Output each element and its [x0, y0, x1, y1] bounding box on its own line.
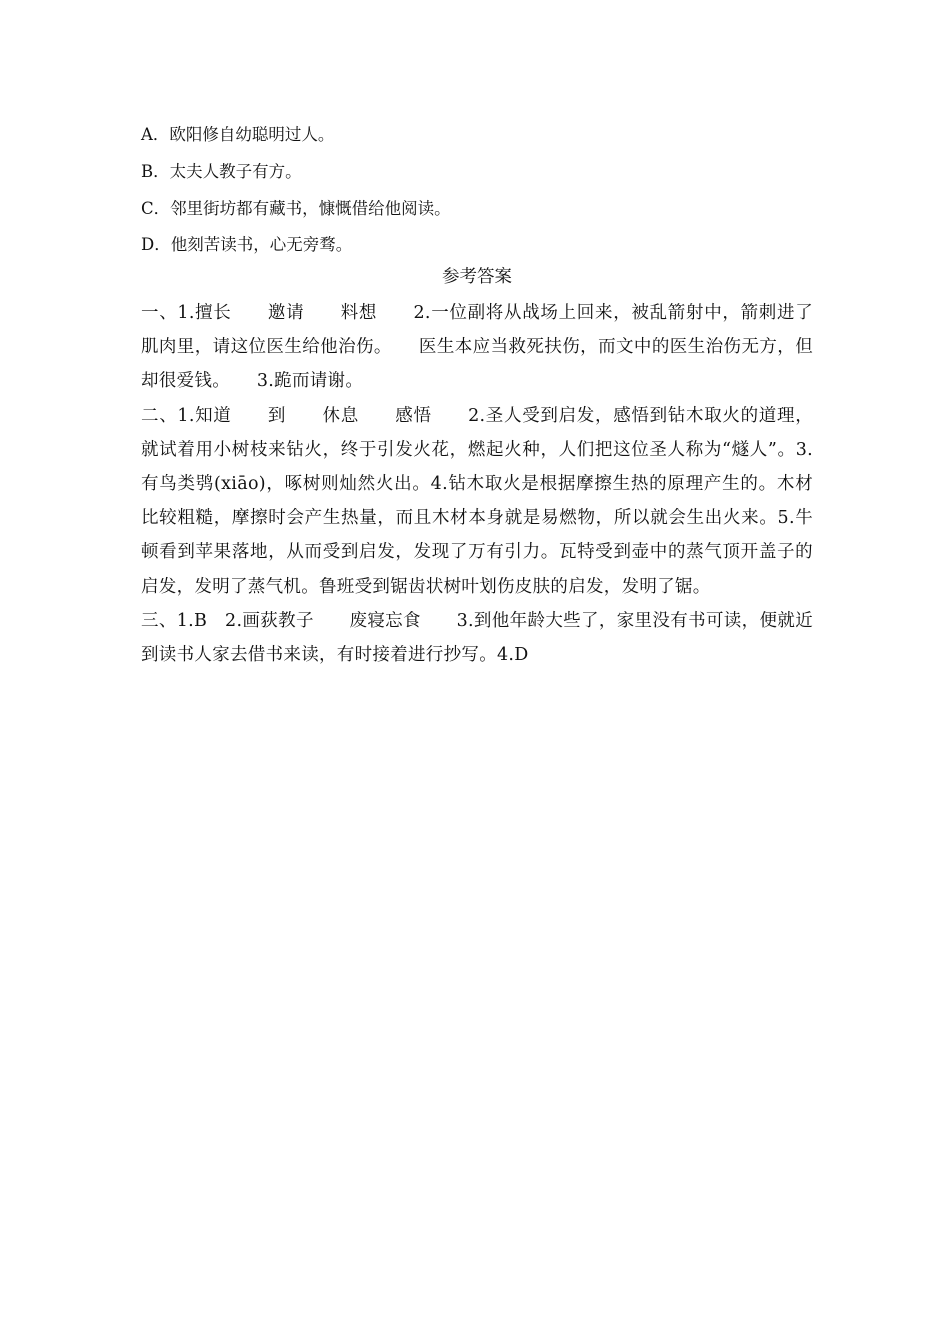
answer-section-2: 二、1.知道 到 休息 感悟 2.圣人受到启发，感悟到钻木取火的道理，就试着用小树枝来钻火，终于引发火花，燃起火种，人们把这位圣人称为“燧人”。3.有鸟类鸮(xiāo)，啄树则灿然火出。4.钻木取火是根据摩擦生热的原理产生的。木材比较粗糙，摩擦时会产生热量，而且木材本身就是易燃物，所以就会生出火来。5.牛顿看到苹果落地，从而受到启发，发现了万有引力。瓦特受到壶中的蒸气顶开盖子的启发，发明了蒸气机。鲁班受到锯齿状树叶划伤皮肤的启发，发明了锯。	[141, 405, 813, 597]
answer-body	[141, 296, 813, 672]
option-d: D．他刻苦读书，心无旁骛。	[141, 235, 353, 255]
option-b: B．太夫人教子有方。	[141, 161, 302, 181]
answer-section-3: 三、1.B 2.画荻教子 废寝忘食 3.到他年龄大些了，家里没有书可读，便就近到读书人家去借书来读，有时接着进行抄写。4.D	[141, 610, 813, 666]
choice-options	[141, 124, 813, 271]
answer-section-1: 一、1.擅长 邀请 料想 2.一位副将从战场上回来，被乱箭射中，箭刺进了肌肉里，请这位医生给他治伤。 医生本应当救死扶伤，而文中的医生治伤无方，但却很爱钱。 3.跪而请谢。	[141, 303, 813, 392]
answer-heading: 参考答案	[442, 267, 512, 287]
option-a: A．欧阳修自幼聪明过人。	[141, 125, 335, 144]
option-c: C．邻里街坊都有藏书，慷慨借给他阅读。	[141, 198, 451, 218]
